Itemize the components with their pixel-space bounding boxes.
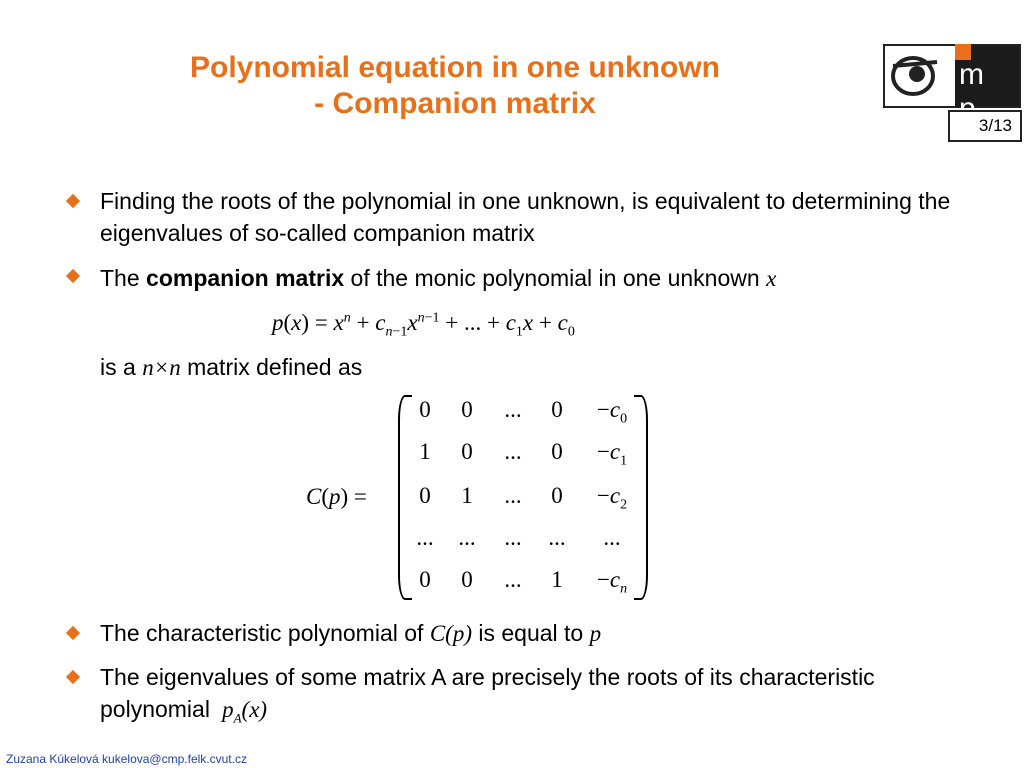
slide-title xyxy=(0,50,910,122)
matrix-cell: ... xyxy=(504,439,522,464)
bullet-diamond-icon xyxy=(66,626,80,640)
matrix-intro-suffix: matrix defined as xyxy=(180,354,363,380)
matrix-intro xyxy=(100,351,980,384)
bullet-3 xyxy=(100,617,980,650)
matrix-cell: 0 xyxy=(419,567,431,592)
bullet-4 xyxy=(100,661,920,735)
matrix-cell: ... xyxy=(458,525,476,550)
matrix-cell: 1 xyxy=(461,483,473,508)
matrix-cell: 0 xyxy=(551,483,563,508)
title-line-2: - Companion matrix xyxy=(314,87,596,120)
bullet-4-text: The eigenvalues of some matrix A are precisely the roots of its characteristic polynomial xyxy=(100,664,875,722)
bullet-3-math2: p xyxy=(589,621,602,646)
matrix-label: C(p) = xyxy=(306,484,367,509)
bullet-2-var: x xyxy=(766,266,777,291)
matrix-cell: 1 xyxy=(419,439,431,464)
footer-author: Zuzana Kúkelová kukelova@cmp.felk.cvut.cz xyxy=(6,752,247,766)
matrix-cell: $-c_n$ xyxy=(596,567,628,597)
matrix-cell: 0 xyxy=(461,397,473,422)
matrix-cell: 0 xyxy=(551,439,563,464)
bullet-1-text: Finding the roots of the polynomial in one unknown, is equivalent to determining the eigenvalues of so-called companion matrix xyxy=(100,188,951,246)
bullet-3-mid: is equal to xyxy=(471,620,590,646)
matrix-cell: 0 xyxy=(461,439,473,464)
matrix-cell: 0 xyxy=(419,483,431,508)
logo-text: m p xyxy=(959,58,992,125)
bullet-3-math: C(p) xyxy=(429,621,472,646)
matrix-cell: ... xyxy=(416,525,434,550)
matrix-cell: 0 xyxy=(551,397,563,422)
matrix-cell: ... xyxy=(504,525,522,550)
logo-eye-icon xyxy=(885,46,955,106)
polynomial-equation: $p(x) = x^n + c_{n-1}x^{n-1}$ + ... + $c_1x + c_0$ xyxy=(272,310,575,340)
companion-matrix xyxy=(398,395,648,600)
matrix-cell: ... xyxy=(504,397,522,422)
bullet-2-bold: companion matrix xyxy=(146,265,345,291)
title-line-1: Polynomial equation in one unknown xyxy=(189,51,720,84)
matrix-cell: ... xyxy=(548,525,566,550)
matrix-intro-prefix: is a xyxy=(100,354,143,380)
matrix-cell: ... xyxy=(603,525,621,550)
matrix-cell: $-c_0$ xyxy=(596,397,628,427)
bullet-diamond-icon xyxy=(66,194,80,208)
matrix-cell: 0 xyxy=(419,397,431,422)
cmp-logo xyxy=(883,44,1021,125)
page-number: 3/13 xyxy=(948,110,1022,142)
bullet-diamond-icon xyxy=(66,269,80,283)
bullet-2-prefix: The xyxy=(100,265,147,291)
bullet-3-prefix: The characteristic polynomial of xyxy=(100,620,430,646)
bullet-2 xyxy=(100,262,980,295)
bullet-2-suffix: of the monic polynomial in one unknown xyxy=(344,265,767,291)
matrix-cell: $-c_1$ xyxy=(596,439,628,469)
matrix-cell: $-c_2$ xyxy=(596,483,628,513)
matrix-intro-math: n×n xyxy=(142,355,181,380)
bullet-diamond-icon xyxy=(66,670,80,684)
bullet-4-math: $p_A(x)$ xyxy=(216,697,268,726)
matrix-cell: 1 xyxy=(551,567,563,592)
matrix-cell: 0 xyxy=(461,567,473,592)
matrix-cell: ... xyxy=(504,567,522,592)
matrix-cell: ... xyxy=(504,483,522,508)
